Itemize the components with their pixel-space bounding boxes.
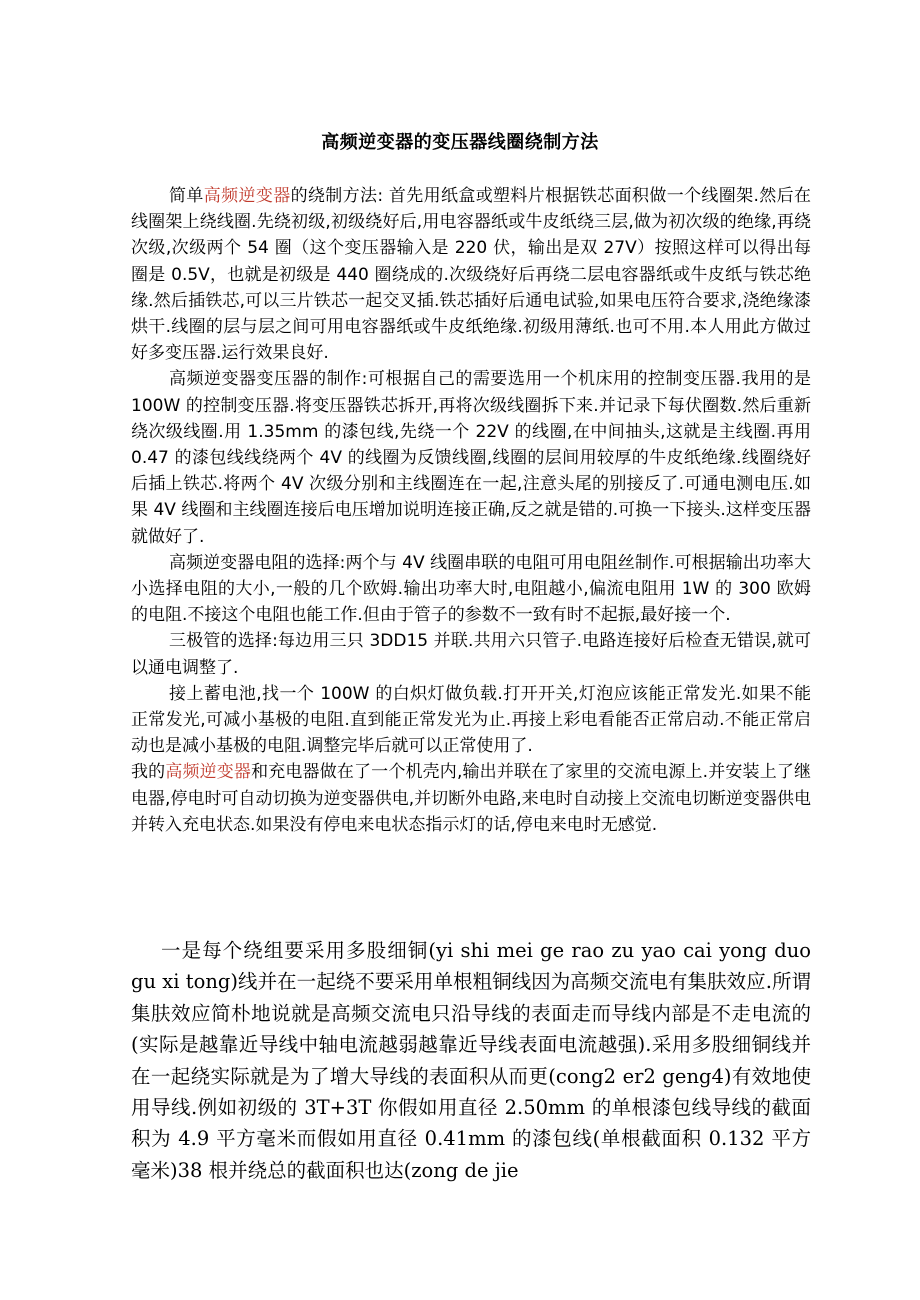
paragraph-skin-effect: 一是每个绕组要采用多股细铜(yi shi mei ge rao zu yao cai yong duo gu xi tong)线并在一起绕不要采用单根粗铜线因为高频交流电有集肤效应.所谓集肤效应简朴地说就是高频交流电只沿导线的表面走而导线内部是不走电流的(实际是越靠近导线中轴电流越弱越靠近导线表面电流越强).采用多股细铜线并在一起绕实际就是为了增大导线的表面积从而更(cong2 er2 geng4)有效地使用导线.例如初级的 3T+3T 你假如用直径 2.50mm 的单根漆包线导线的截面积为 4.9 平方毫米而假如用直径 0.41mm 的漆包线(单根截面积 0.132 平方毫米)38 根并绕总的截面积也达(zong de jie xyxy=(131,939,811,1182)
paragraph-text: 简单 xyxy=(169,186,204,206)
inverter-link[interactable]: 高频逆变器 xyxy=(165,762,252,783)
paragraph-winding-method xyxy=(131,183,811,366)
paragraph-my-inverter xyxy=(131,759,811,838)
paragraph-text: 的绕制方法: 首先用纸盒或塑料片根据铁芯面积做一个线圈架.然后在线圈架上绕线圈.先绕初级,初级绕好后,用电容器纸或牛皮纸绕三层,做为初次级的绝缘,再绕次级,次级两个 54 圈（这个变压器输入是 220 伏，输出是双 27V）按照这样可以得出每圈是 0.5V，也就是初级是 440 圈绕成的.次级绕好后再绕二层电容器纸或牛皮纸与铁芯绝缘.然后插铁芯,可以三片铁芯一起交叉插.铁芯插好后通电试验,如果电压符合要求,浇绝缘漆烘干.线圈的层与层之间可用电容器纸或牛皮纸绝缘.初级用薄纸.也可不用.本人用此方做过好多变压器.运行效果良好. xyxy=(131,186,812,364)
paragraph-transformer-making: 高频逆变器变压器的制作:可根据自己的需要选用一个机床用的控制变压器.我用的是 100W 的控制变压器.将变压器铁芯拆开,再将次级线圈拆下来.并记录下每伏圈数.然后重新绕次级线圈.用 1.35mm 的漆包线,先绕一个 22V 的线圈,在中间抽头,这就是主线圈.再用 0.47 的漆包线线绕两个 4V 的线圈为反馈线圈,线圈的层间用较厚的牛皮纸绝缘.线圈绕好后插上铁芯.将两个 4V 次级分别和主线圈连在一起,注意头尾的别接反了.可通电测电压.如果 4V 线圈和主线圈连接后电压增加说明连接正确,反之就是错的.可换一下接头.这样变压器就做好了. xyxy=(131,369,811,547)
document-body xyxy=(131,183,811,838)
paragraph-resistor-selection: 高频逆变器电阻的选择:两个与 4V 线圈串联的电阻可用电阻丝制作.可根据输出功率大小选择电阻的大小,一般的几个欧姆.输出功率大时,电阻越小,偏流电阻用 1W 的 300 欧姆的电阻.不接这个电阻也能工作.但由于管子的参数不一致有时不起振,最好接一个. xyxy=(131,552,811,626)
paragraph-text: 和充电器做在了一个机壳内,输出并联在了家里的交流电源上.并安装上了继电器,停电时可自动切换为逆变器供电,并切断外电路,来电时自动接上交流电切断逆变器供电并转入充电状态.如果没有停电来电状态指示灯的话,停电来电时无感觉. xyxy=(131,762,812,835)
paragraph-load-test: 接上蓄电池,找一个 100W 的白炽灯做负载.打开开关,灯泡应该能正常发光.如果不能正常发光,可减小基极的电阻.直到能正常发光为止.再接上彩电看能否正常启动.不能正常启动也是减小基极的电阻.调整完毕后就可以正常使用了. xyxy=(131,683,811,757)
inverter-link[interactable]: 高频逆变器 xyxy=(203,186,291,206)
document-body-continued xyxy=(131,935,811,1186)
paragraph-transistor-selection: 三极管的选择:每边用三只 3DD15 并联.共用六只管子.电路连接好后检查无错误,就可以通电调整了. xyxy=(131,631,811,678)
document-title: 高频逆变器的变压器线圈绕制方法 xyxy=(321,132,599,153)
paragraph-text: 我的 xyxy=(131,762,166,783)
